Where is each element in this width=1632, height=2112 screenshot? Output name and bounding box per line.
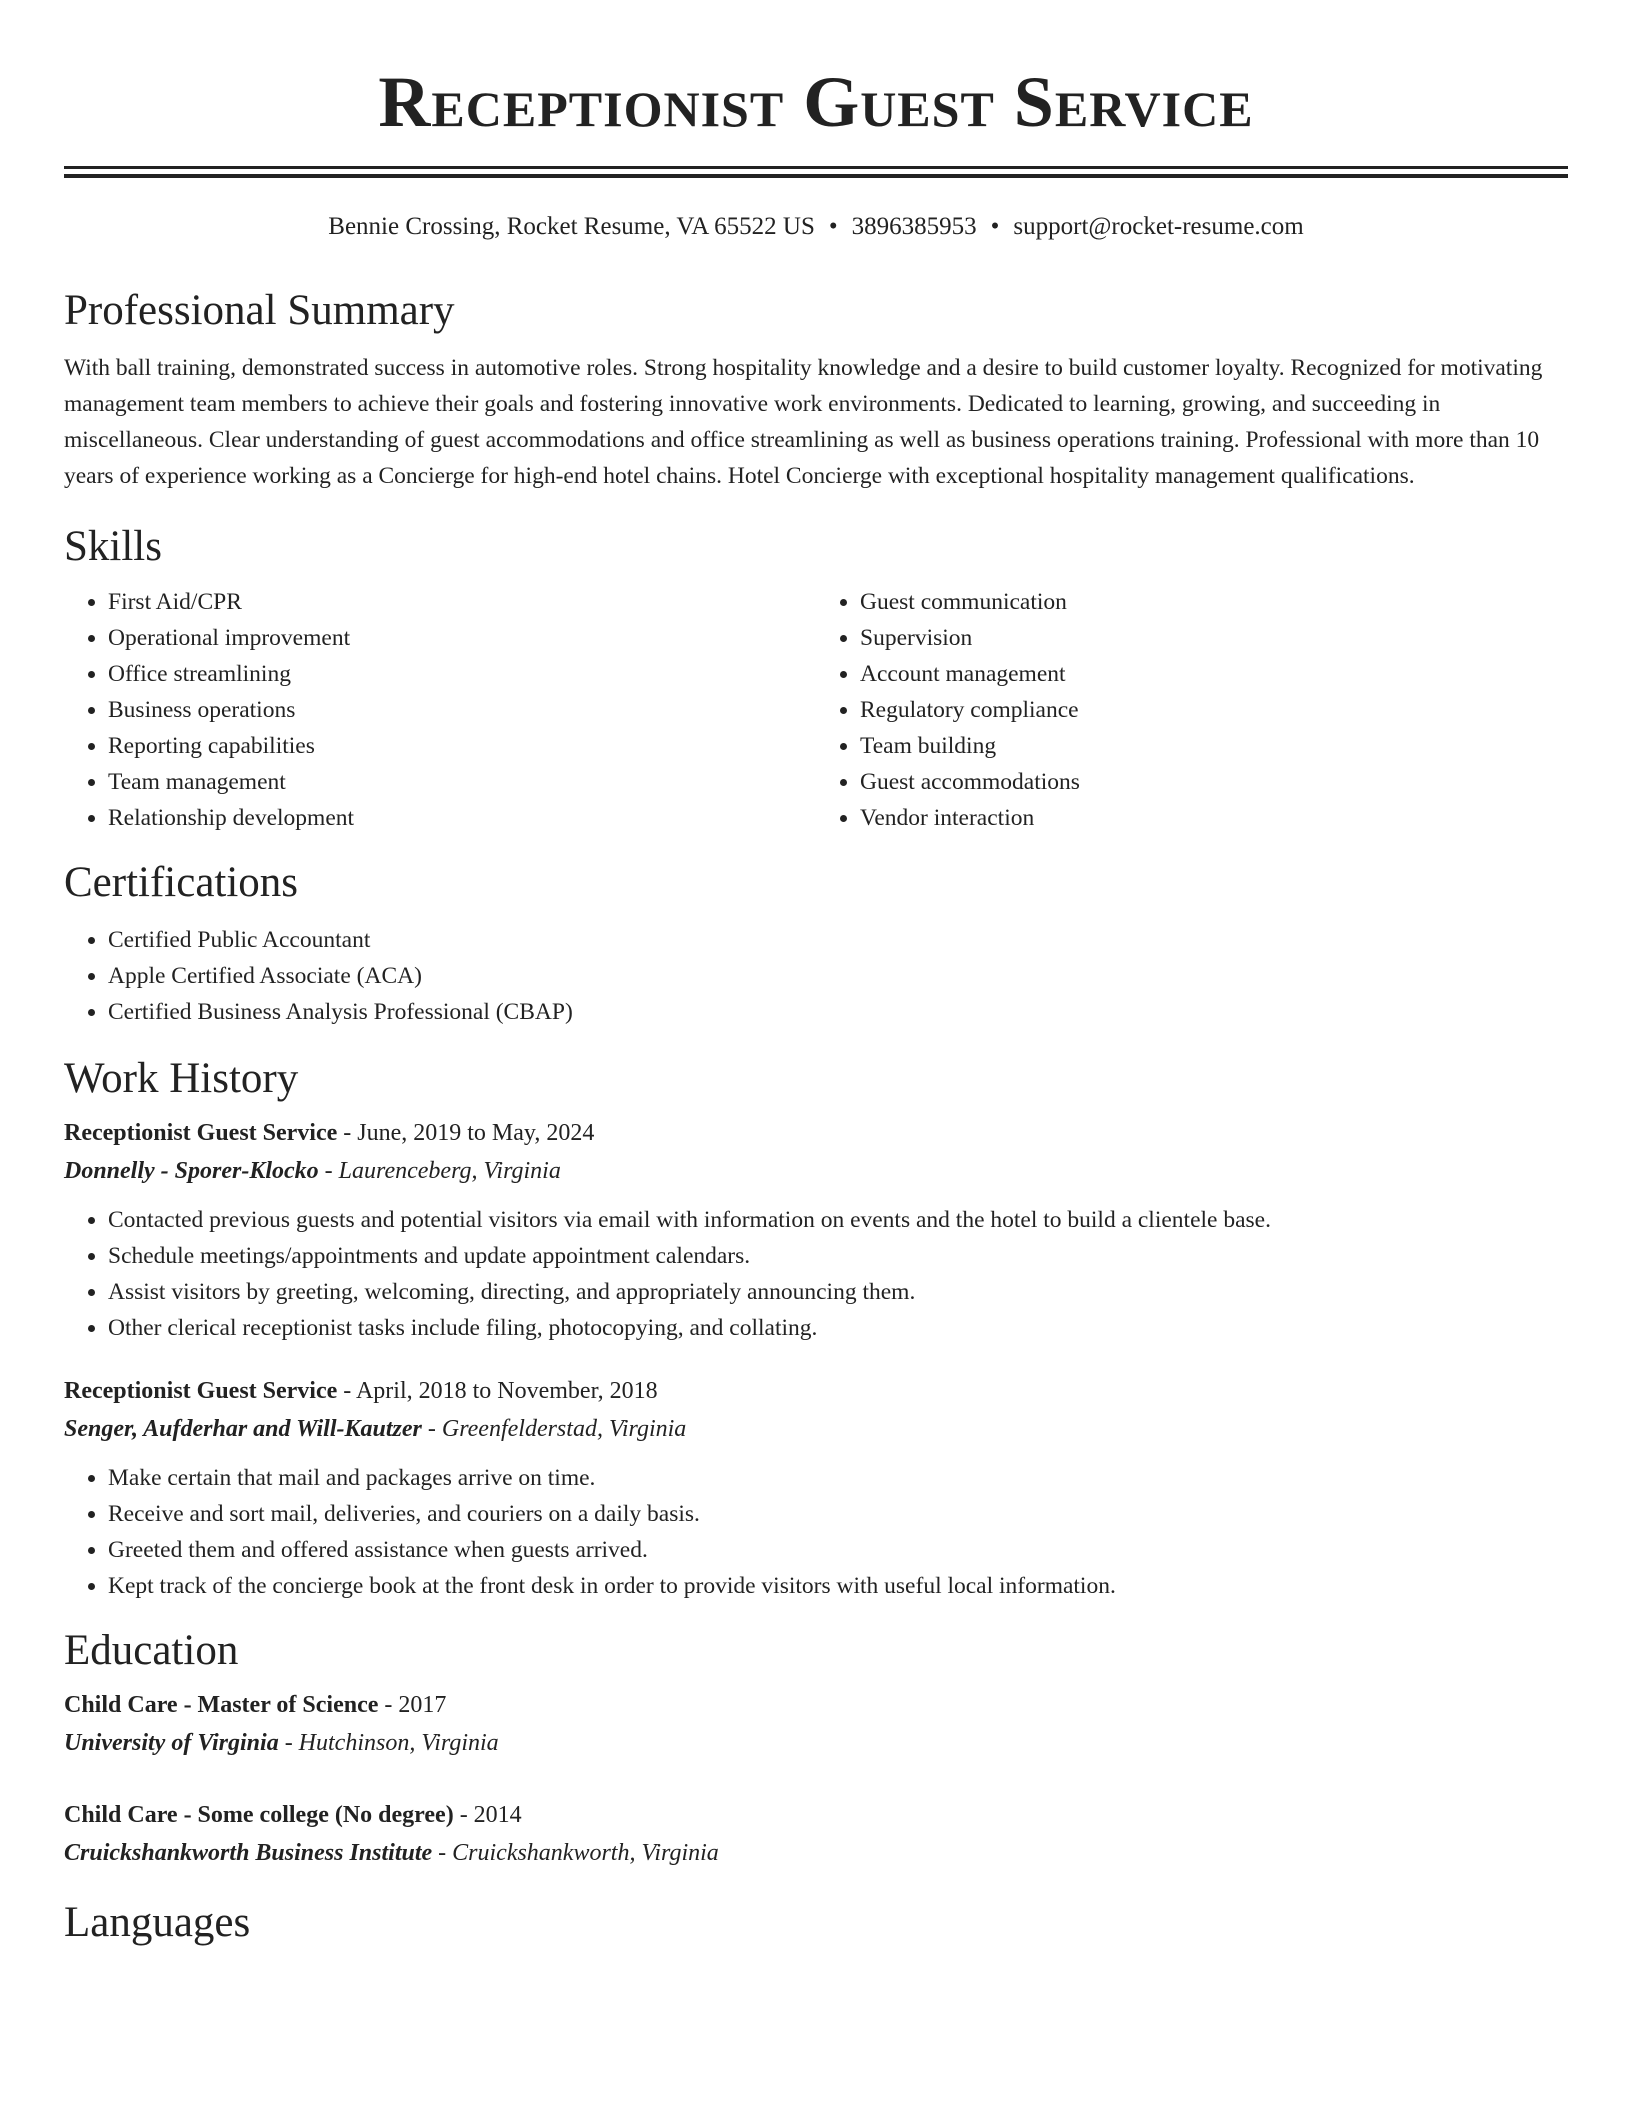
certifications-list xyxy=(64,922,1568,1030)
education-school: University of Virginia xyxy=(64,1730,279,1756)
contact-separator: • xyxy=(828,213,838,240)
certification-item: • Certified Business Analysis Professional (CBAP) xyxy=(108,994,1568,1030)
education-year: - 2014 xyxy=(453,1802,522,1828)
work-history-heading: Work History xyxy=(64,1055,299,1102)
skills-list-left xyxy=(64,584,816,836)
skill-item: • First Aid/CPR xyxy=(108,584,816,620)
certifications-section xyxy=(64,858,1568,1030)
skill-item: • Vendor interaction xyxy=(860,800,1568,836)
job-duty: • Other clerical receptionist tasks include filing, photocopying, and collating. xyxy=(108,1310,1568,1346)
skills-columns xyxy=(64,584,1568,836)
summary-heading: Professional Summary xyxy=(64,287,455,334)
job-header xyxy=(64,1372,1568,1410)
job-duties xyxy=(64,1202,1568,1346)
skill-item: • Operational improvement xyxy=(108,620,816,656)
job-duties xyxy=(64,1460,1568,1604)
skill-item: • Team building xyxy=(860,728,1568,764)
job-dates: - June, 2019 to May, 2024 xyxy=(337,1120,595,1146)
job-duty: • Schedule meetings/appointments and update appointment calendars. xyxy=(108,1238,1568,1274)
job-company: Donnelly - Sporer-Klocko xyxy=(64,1158,319,1184)
education-location: - Hutchinson, Virginia xyxy=(278,1730,499,1756)
job-location: - Laurenceberg, Virginia xyxy=(318,1158,561,1184)
job-duty: • Kept track of the concierge book at the front desk in order to provide visitors with useful local information. xyxy=(108,1568,1568,1604)
skill-item: • Guest communication xyxy=(860,584,1568,620)
job-duty: • Assist visitors by greeting, welcoming, directing, and appropriately announcing them. xyxy=(108,1274,1568,1310)
education-degree: Child Care - Master of Science xyxy=(64,1692,379,1718)
contact-separator: • xyxy=(990,213,1000,240)
skill-item: • Team management xyxy=(108,764,816,800)
contact-line xyxy=(64,212,1568,242)
job-entry xyxy=(64,1372,1568,1604)
skill-item: • Regulatory compliance xyxy=(860,692,1568,728)
skill-item: • Business operations xyxy=(108,692,816,728)
title-divider xyxy=(64,166,1568,178)
certifications-heading: Certifications xyxy=(64,859,299,906)
education-entry xyxy=(64,1686,1568,1762)
languages-section xyxy=(64,1898,1568,1948)
skill-item: • Reporting capabilities xyxy=(108,728,816,764)
education-section xyxy=(64,1626,1568,1872)
job-employer xyxy=(64,1152,1568,1190)
skill-item: • Account management xyxy=(860,656,1568,692)
skills-heading: Skills xyxy=(64,523,162,570)
education-school-line xyxy=(64,1724,1568,1762)
contact-email: support@rocket-resume.com xyxy=(1013,213,1304,240)
education-header xyxy=(64,1796,1568,1834)
job-employer xyxy=(64,1410,1568,1448)
certification-item: • Apple Certified Associate (ACA) xyxy=(108,958,1568,994)
education-location: - Cruickshankworth, Virginia xyxy=(432,1840,719,1866)
skill-item: • Supervision xyxy=(860,620,1568,656)
contact-address: Bennie Crossing, Rocket Resume, VA 65522 US xyxy=(328,213,815,240)
education-entry xyxy=(64,1796,1568,1872)
job-duty: • Receive and sort mail, deliveries, and couriers on a daily basis. xyxy=(108,1496,1568,1532)
job-title: Receptionist Guest Service xyxy=(64,1378,338,1404)
skills-list-right xyxy=(816,584,1568,836)
job-entry xyxy=(64,1114,1568,1346)
job-header xyxy=(64,1114,1568,1152)
job-duty: • Contacted previous guests and potential visitors via email with information on events and the hotel to build a clientele base. xyxy=(108,1202,1568,1238)
job-location: - Greenfelderstad, Virginia xyxy=(421,1416,687,1442)
education-heading: Education xyxy=(64,1627,239,1674)
education-school: Cruickshankworth Business Institute xyxy=(64,1840,433,1866)
education-degree: Child Care - Some college (No degree) xyxy=(64,1802,454,1828)
skills-section xyxy=(64,522,1568,836)
education-school-line xyxy=(64,1834,1568,1872)
resume-title: Receptionist Guest Service xyxy=(378,62,1254,142)
skill-item: • Guest accommodations xyxy=(860,764,1568,800)
job-dates: - April, 2018 to November, 2018 xyxy=(337,1378,658,1404)
skill-item: • Office streamlining xyxy=(108,656,816,692)
languages-heading: Languages xyxy=(64,1899,251,1946)
job-duty: • Greeted them and offered assistance when guests arrived. xyxy=(108,1532,1568,1568)
contact-phone: 3896385953 xyxy=(851,213,977,240)
job-duty: • Make certain that mail and packages arrive on time. xyxy=(108,1460,1568,1496)
work-history-section xyxy=(64,1054,1568,1604)
education-year: - 2017 xyxy=(378,1692,447,1718)
summary-text: With ball training, demonstrated success in automotive roles. Strong hospitality knowledge and a desire to build customer loyalty. Recognized for motivating management team members to achieve their goals and fostering innovative work environments. Dedicated to learning, growing, and succeeding in miscellaneous. Clear understanding of guest accommodations and office streamlining as well as business operations training. Professional with more than 10 years of experience working as a Concierge for high-end hotel chains. Hotel Concierge with exceptional hospitality management qualifications. xyxy=(64,355,1543,489)
job-title: Receptionist Guest Service xyxy=(64,1120,338,1146)
education-header xyxy=(64,1686,1568,1724)
job-company: Senger, Aufderhar and Will-Kautzer xyxy=(64,1416,422,1442)
certification-item: • Certified Public Accountant xyxy=(108,922,1568,958)
skill-item: • Relationship development xyxy=(108,800,816,836)
summary-section xyxy=(64,286,1568,494)
